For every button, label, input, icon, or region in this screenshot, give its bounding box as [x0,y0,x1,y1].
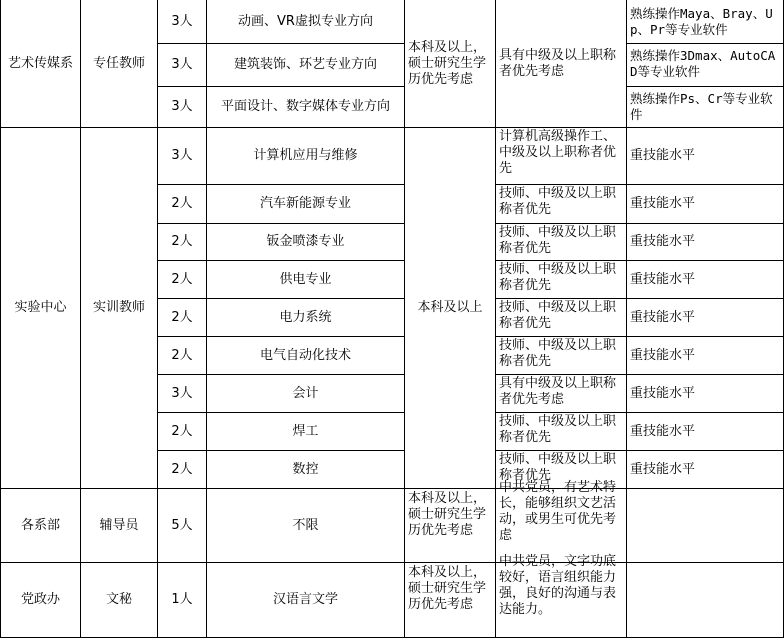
other-cell [626,488,784,563]
requirement-text: 中共党员，文字功底较好，语言组织能力强，良好的沟通与表达能力。 [499,554,617,617]
other-text: 重技能水平 [630,196,696,211]
requirement-text: 具有中级及以上职称者优先考虑 [499,47,617,79]
count-text: 2人 [171,309,193,325]
count-cell [157,260,207,299]
other-text: 重技能水平 [630,271,696,287]
position-label: 专任教师 [92,55,145,71]
requirement-text: 技师、中级及以上职称者优先 [499,452,617,483]
count-text: 2人 [171,196,193,211]
other-text: 重技能水平 [630,148,696,163]
count-text: 2人 [171,271,193,287]
requirement-cell [495,298,627,337]
other-cell [626,184,784,224]
dept-cell-art [0,0,81,128]
count-cell [157,0,207,44]
dept-label: 各系部 [20,517,60,533]
dept-cell-counselor [0,488,81,563]
count-cell [157,450,207,489]
major-text: 电气自动化技术 [259,347,351,363]
major-cell [206,488,405,563]
other-cell [626,86,784,128]
position-label: 文秘 [105,592,132,607]
requirement-cell [495,554,627,638]
count-text: 2人 [171,461,193,477]
requirement-text: 技师、中级及以上职称者优先 [499,338,617,369]
requirement-cell [495,223,627,261]
requirement-cell [495,184,627,224]
dept-label: 艺术传媒系 [7,55,73,71]
dept-label: 实验中心 [14,300,67,315]
other-cell [626,127,784,185]
count-cell [157,223,207,261]
requirement-text: 计算机高级操作工、中级及以上职称者优先 [499,129,617,176]
major-cell [206,450,405,489]
position-cell-art [80,0,158,128]
requirement-text: 技师、中级及以上职称者优先 [499,300,617,331]
requirement-text: 技师、中级及以上职称者优先 [499,262,617,293]
requirement-cell [495,260,627,299]
other-text: 熟练操作Ps、Cr等专业软件 [630,91,773,122]
education-cell-art [404,0,496,128]
other-cell [626,374,784,413]
count-cell [157,43,207,87]
other-cell [626,260,784,299]
major-text: 汉语言文学 [272,592,338,607]
dept-cell-lab [0,127,81,489]
dept-label: 党政办 [20,592,60,607]
major-cell [206,223,405,261]
other-text: 重技能水平 [630,423,696,439]
other-cell [626,336,784,375]
other-text: 重技能水平 [630,309,696,325]
other-text: 重技能水平 [630,461,696,477]
major-cell [206,127,405,185]
major-cell [206,0,405,44]
other-cell [626,0,784,44]
requirement-cell [495,374,627,413]
other-cell [626,43,784,87]
count-text: 5人 [171,517,193,533]
count-text: 3人 [171,99,193,114]
requirement-cell [495,127,627,185]
major-text: 会计 [292,385,319,401]
major-cell [206,260,405,299]
requirement-text: 中共党员，有艺术特长，能够组织文艺活动，或男生可优先考虑 [499,480,617,543]
other-cell [626,562,784,638]
count-text: 2人 [171,423,193,439]
position-cell-lab [80,127,158,489]
other-text: 熟练操作Maya、Bray、Up、Pr等专业软件 [630,6,773,37]
other-cell [626,223,784,261]
requirement-cell [495,412,627,451]
count-cell [157,336,207,375]
other-cell [626,298,784,337]
major-text: 计算机应用与维修 [253,148,358,163]
major-cell [206,412,405,451]
major-text: 焊工 [292,423,319,439]
position-label: 实训教师 [92,300,145,315]
major-cell [206,562,405,638]
education-text: 本科及以上，硕士研究生学历优先考虑 [408,565,487,612]
requirement-text: 技师、中级及以上职称者优先 [499,225,617,256]
education-text: 本科及以上，硕士研究生学历优先考虑 [408,491,487,538]
count-cell [157,184,207,224]
requirement-cell [495,480,627,563]
other-text: 重技能水平 [630,347,696,363]
education-cell-lab [404,127,496,489]
education-text: 本科及以上，硕士研究生学历优先考虑 [408,39,487,87]
major-text: 电力系统 [279,309,332,325]
other-text: 重技能水平 [630,234,696,249]
count-cell [157,412,207,451]
major-cell [206,336,405,375]
position-label: 辅导员 [99,517,139,533]
count-cell [157,127,207,185]
requirement-cell-art [495,0,627,128]
position-cell-counselor [80,488,158,563]
count-cell [157,86,207,128]
requirement-cell [495,336,627,375]
count-text: 3人 [171,57,193,72]
dept-cell-office [0,562,81,638]
count-text: 1人 [171,592,193,607]
major-cell [206,184,405,224]
other-text: 熟练操作3Dmax、AutoCAD等专业软件 [630,48,776,79]
other-cell [626,412,784,451]
major-text: 供电专业 [279,271,332,287]
count-cell [157,374,207,413]
count-cell [157,562,207,638]
count-text: 3人 [171,148,193,163]
count-cell [157,298,207,337]
count-text: 2人 [171,347,193,363]
major-cell [206,86,405,128]
major-cell [206,298,405,337]
major-text: 数控 [292,461,319,477]
major-text: 建筑装饰、环艺专业方向 [233,57,377,72]
other-text: 重技能水平 [630,385,696,401]
count-text: 3人 [171,13,193,29]
education-text: 本科及以上 [417,300,483,315]
major-text: 动画、VR虚拟专业方向 [238,13,373,29]
requirement-text: 具有中级及以上职称者优先考虑 [499,376,617,407]
major-cell [206,374,405,413]
requirement-text: 技师、中级及以上职称者优先 [499,414,617,445]
count-text: 2人 [171,234,193,249]
major-text: 汽车新能源专业 [259,196,351,211]
position-cell-office [80,562,158,638]
other-cell [626,450,784,489]
major-text: 不限 [292,517,319,533]
requirement-text: 技师、中级及以上职称者优先 [499,186,617,217]
major-text: 平面设计、数字媒体专业方向 [220,99,390,114]
major-text: 钣金喷漆专业 [266,234,345,249]
count-cell [157,488,207,563]
education-cell [404,488,496,563]
count-text: 3人 [171,385,193,401]
education-cell [404,562,496,638]
major-cell [206,43,405,87]
